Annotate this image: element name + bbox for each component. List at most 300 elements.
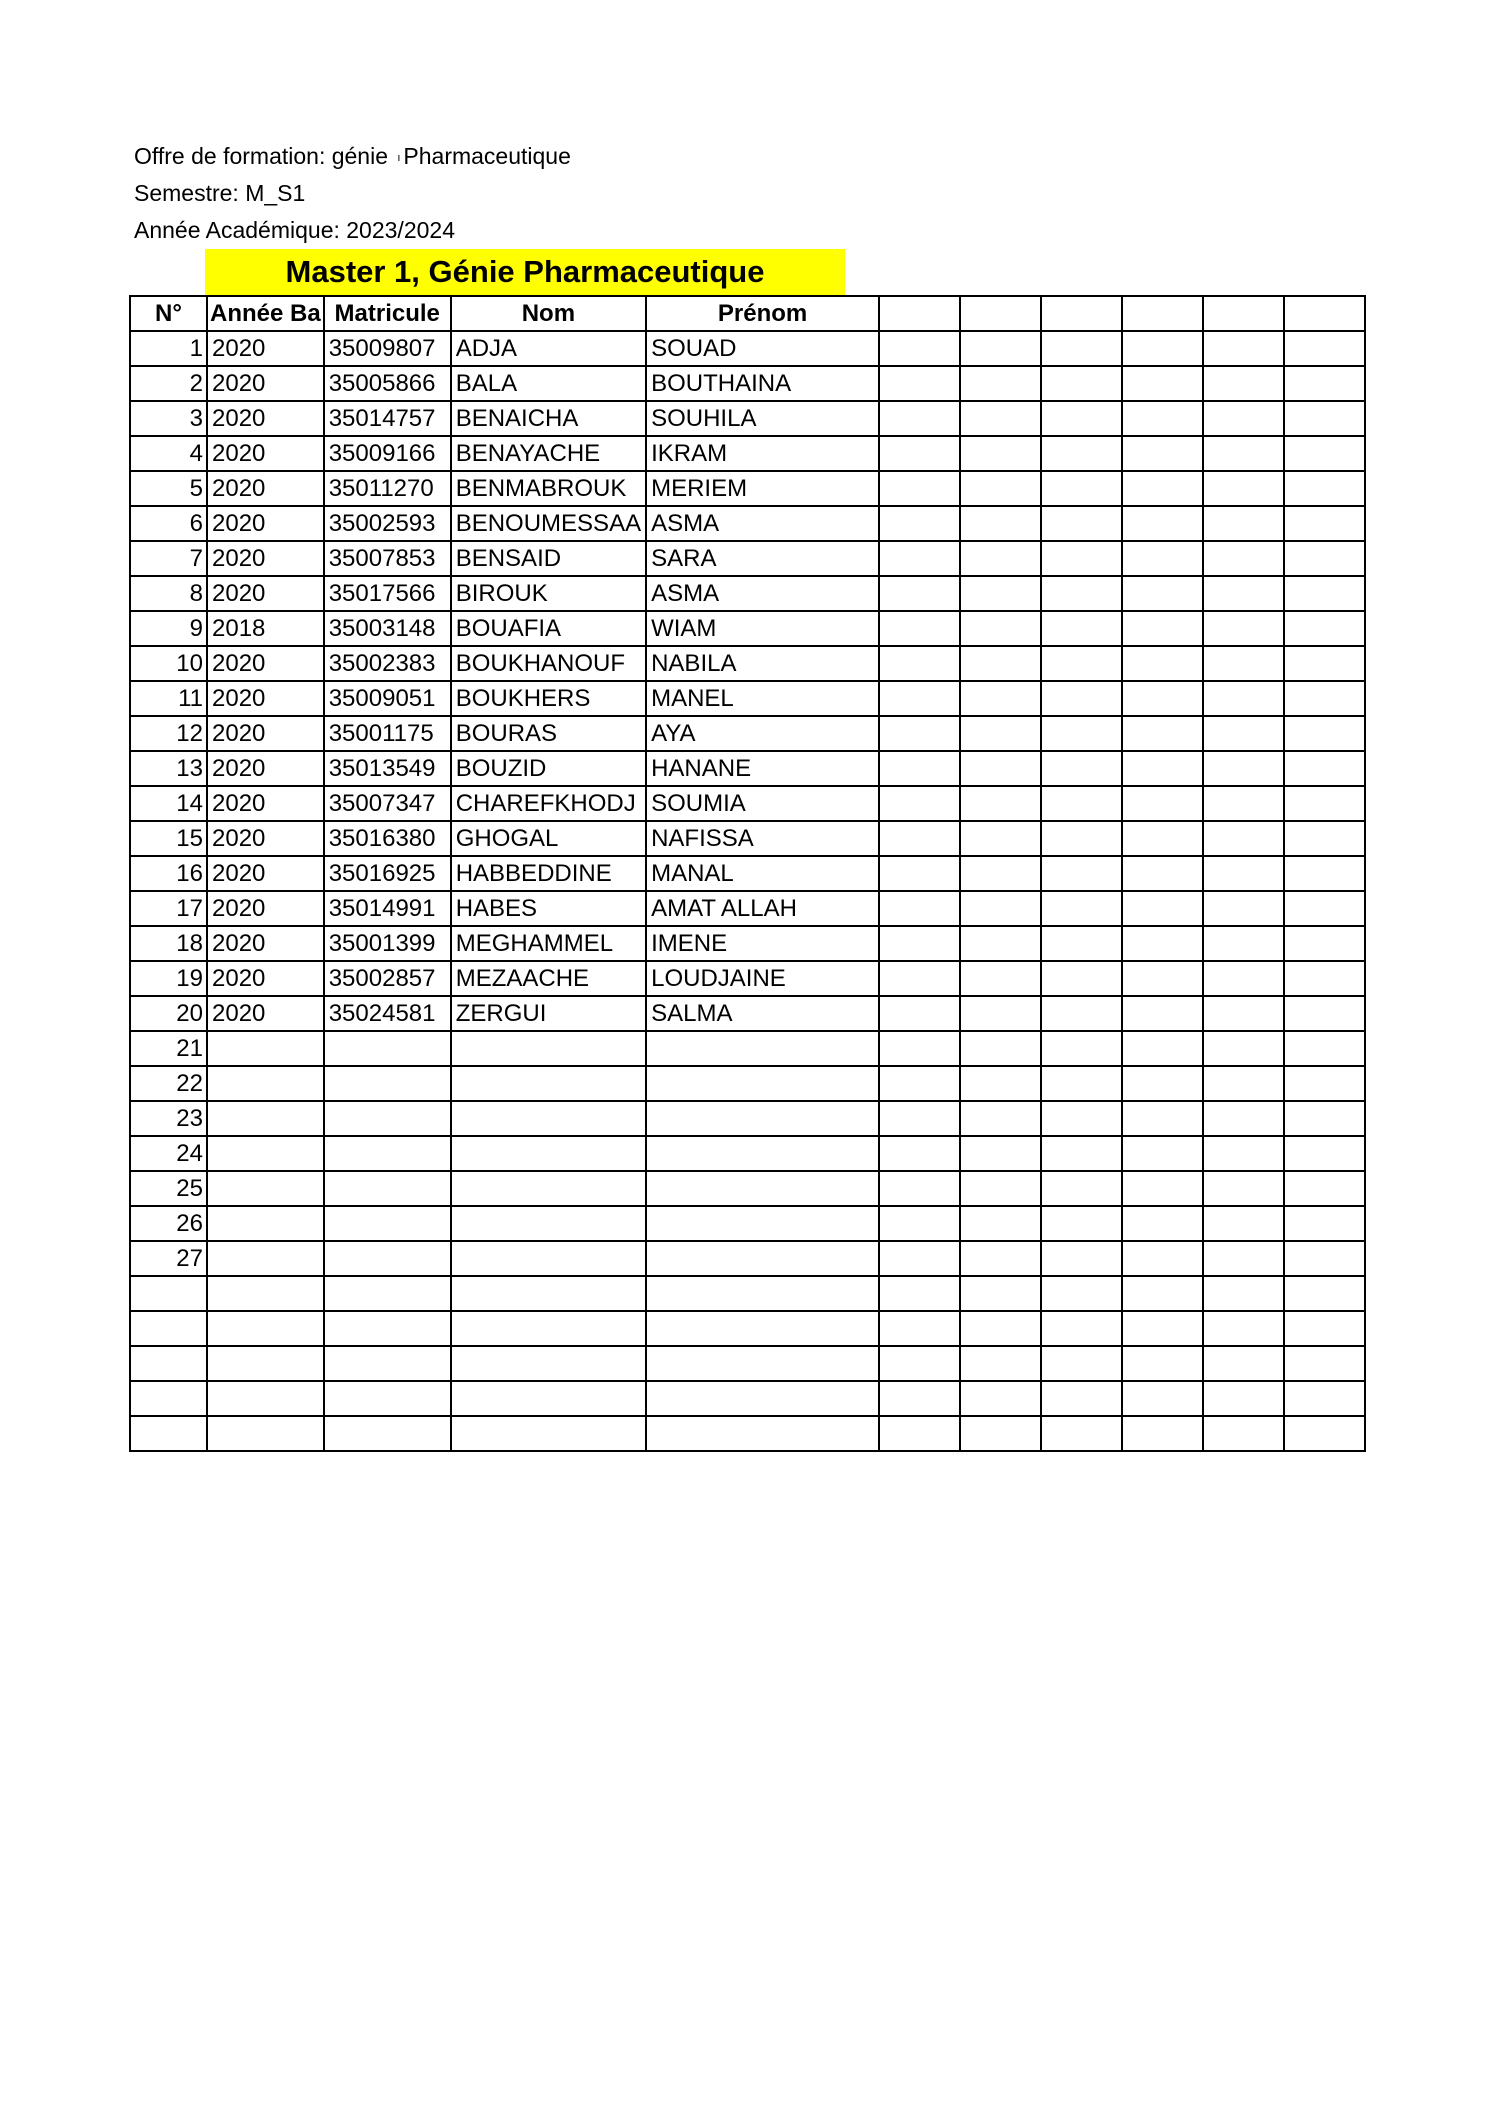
cell-nom [451,1416,646,1451]
cell-extra [1203,506,1284,541]
cell-extra [1203,541,1284,576]
cell-extra [1122,1381,1203,1416]
cell-number: 27 [130,1241,207,1276]
cell-extra [960,401,1041,436]
cell-number: 9 [130,611,207,646]
cell-extra [960,996,1041,1031]
cell-matricule [324,1101,451,1136]
table-row [130,1416,1365,1451]
cell-extra [879,1171,960,1206]
cell-extra [1203,1241,1284,1276]
cell-extra [1041,366,1122,401]
cell-extra [1041,716,1122,751]
cell-extra [960,1031,1041,1066]
cell-annee-bac [207,1346,324,1381]
cell-extra [960,926,1041,961]
cell-number [130,1381,207,1416]
cell-extra [960,506,1041,541]
cell-prenom: SALMA [646,996,879,1031]
cell-prenom [646,1031,879,1066]
cell-extra [1203,821,1284,856]
cell-extra [1041,471,1122,506]
cell-annee-bac [207,1381,324,1416]
student-table [129,295,1366,1452]
cell-extra [1122,331,1203,366]
cell-number: 3 [130,401,207,436]
cell-prenom [646,1241,879,1276]
cell-prenom: NABILA [646,646,879,681]
cell-nom [451,1276,646,1311]
table-row [130,506,1365,541]
cell-annee-bac: 2020 [207,891,324,926]
cell-extra [960,1171,1041,1206]
cell-extra [1041,1276,1122,1311]
formation-label: Offre de formation: génie [134,143,388,169]
table-row [130,961,1365,996]
cell-nom: BOUKHERS [451,681,646,716]
cell-extra [1284,506,1365,541]
cell-extra [960,331,1041,366]
cell-matricule: 35009051 [324,681,451,716]
cell-prenom: ASMA [646,576,879,611]
cell-extra [1122,926,1203,961]
table-row [130,1311,1365,1346]
cell-extra [1203,401,1284,436]
cell-extra [1122,786,1203,821]
cell-extra [960,961,1041,996]
cell-extra [1203,1381,1284,1416]
cell-nom [451,1136,646,1171]
cell-prenom: SOUHILA [646,401,879,436]
table-row [130,821,1365,856]
cell-prenom [646,1066,879,1101]
formation-line [134,142,571,172]
cell-annee-bac [207,1171,324,1206]
cell-nom: BOUZID [451,751,646,786]
cell-extra [960,891,1041,926]
cell-annee-bac: 2020 [207,821,324,856]
table-row [130,541,1365,576]
cell-extra [1122,961,1203,996]
cell-annee-bac: 2020 [207,506,324,541]
cell-number: 21 [130,1031,207,1066]
cell-prenom [646,1346,879,1381]
cell-extra [1284,1066,1365,1101]
cell-extra [960,611,1041,646]
cell-matricule [324,1276,451,1311]
cell-extra [1284,996,1365,1031]
table-row [130,1171,1365,1206]
cell-extra [1203,646,1284,681]
cell-extra [879,576,960,611]
cell-matricule: 35005866 [324,366,451,401]
cell-extra [879,541,960,576]
cell-extra [1203,471,1284,506]
cell-extra [1203,681,1284,716]
cell-extra [1284,1136,1365,1171]
cell-prenom [646,1381,879,1416]
cell-extra [1122,996,1203,1031]
cell-number: 16 [130,856,207,891]
cell-extra [1203,1101,1284,1136]
cell-extra [1041,1346,1122,1381]
cell-matricule: 35013549 [324,751,451,786]
cell-extra [1284,471,1365,506]
cell-extra [960,576,1041,611]
table-row [130,646,1365,681]
cell-extra [1203,1136,1284,1171]
cell-extra [1284,401,1365,436]
cell-extra [1284,926,1365,961]
cell-extra [1284,1241,1365,1276]
cell-number: 23 [130,1101,207,1136]
cell-nom [451,1346,646,1381]
cell-annee-bac: 2020 [207,856,324,891]
header-extra-6 [1284,296,1365,331]
academic-year-line: Année Académique: 2023/2024 [134,217,455,243]
cell-nom: BENOUMESSAA [451,506,646,541]
table-row [130,681,1365,716]
cell-extra [1041,506,1122,541]
cell-prenom: BOUTHAINA [646,366,879,401]
cell-number: 6 [130,506,207,541]
table-row [130,1136,1365,1171]
cell-prenom: IKRAM [646,436,879,471]
cell-number: 22 [130,1066,207,1101]
table-row [130,891,1365,926]
cell-matricule [324,1171,451,1206]
table-row [130,856,1365,891]
cell-extra [879,1136,960,1171]
cell-extra [1122,1101,1203,1136]
table-row [130,471,1365,506]
cell-number: 18 [130,926,207,961]
cell-extra [1203,576,1284,611]
cell-extra [879,856,960,891]
cell-extra [960,1311,1041,1346]
cell-extra [1041,926,1122,961]
cell-extra [1122,856,1203,891]
cell-extra [1041,996,1122,1031]
cell-extra [879,926,960,961]
cell-extra [1041,611,1122,646]
cell-extra [960,1276,1041,1311]
cell-matricule: 35002383 [324,646,451,681]
cell-extra [1203,1031,1284,1066]
table-row [130,926,1365,961]
table-row [130,611,1365,646]
cell-extra [1284,1031,1365,1066]
table-row [130,366,1365,401]
cell-annee-bac: 2020 [207,366,324,401]
header-extra-4 [1122,296,1203,331]
cell-extra [1203,1311,1284,1346]
cell-prenom [646,1206,879,1241]
formation-separator: ı [397,151,401,164]
cell-extra [1041,1066,1122,1101]
cell-extra [879,401,960,436]
cell-extra [1041,401,1122,436]
cell-extra [1122,1066,1203,1101]
cell-extra [879,1311,960,1346]
cell-matricule: 35014991 [324,891,451,926]
header-col-annee-bac: Année Ba [207,296,324,331]
cell-matricule: 35002593 [324,506,451,541]
cell-annee-bac: 2020 [207,541,324,576]
cell-annee-bac: 2020 [207,786,324,821]
cell-extra [1041,1311,1122,1346]
cell-prenom [646,1311,879,1346]
cell-annee-bac [207,1276,324,1311]
cell-prenom: SOUMIA [646,786,879,821]
cell-number: 17 [130,891,207,926]
cell-number: 12 [130,716,207,751]
cell-extra [1122,506,1203,541]
cell-extra [1041,681,1122,716]
cell-annee-bac: 2020 [207,751,324,786]
cell-extra [960,1206,1041,1241]
table-row [130,1346,1365,1381]
cell-extra [1203,1276,1284,1311]
cell-extra [960,821,1041,856]
table-row [130,1066,1365,1101]
cell-extra [1041,1381,1122,1416]
header-col-prenom: Prénom [646,296,879,331]
cell-prenom: HANANE [646,751,879,786]
cell-extra [1203,1171,1284,1206]
cell-annee-bac [207,1136,324,1171]
cell-extra [1041,1031,1122,1066]
header-extra-3 [1041,296,1122,331]
cell-matricule: 35016380 [324,821,451,856]
cell-extra [1203,961,1284,996]
cell-extra [879,1066,960,1101]
cell-nom [451,1066,646,1101]
sheet-title: Master 1, Génie Pharmaceutique [205,249,845,295]
cell-extra [1203,891,1284,926]
cell-annee-bac [207,1241,324,1276]
cell-extra [960,1101,1041,1136]
cell-annee-bac: 2020 [207,716,324,751]
cell-number: 5 [130,471,207,506]
cell-extra [1284,436,1365,471]
cell-nom [451,1381,646,1416]
cell-extra [1203,1346,1284,1381]
cell-number: 25 [130,1171,207,1206]
cell-extra [960,716,1041,751]
cell-extra [879,1206,960,1241]
table-row [130,401,1365,436]
cell-annee-bac [207,1031,324,1066]
cell-extra [1284,751,1365,786]
cell-extra [879,716,960,751]
cell-nom [451,1241,646,1276]
cell-extra [960,1066,1041,1101]
cell-extra [960,1346,1041,1381]
cell-extra [879,1346,960,1381]
cell-number: 15 [130,821,207,856]
header-extra-1 [879,296,960,331]
cell-number: 14 [130,786,207,821]
cell-prenom: SOUAD [646,331,879,366]
cell-extra [1284,366,1365,401]
cell-extra [1041,751,1122,786]
cell-extra [1284,1171,1365,1206]
cell-number [130,1276,207,1311]
cell-extra [960,751,1041,786]
cell-extra [1122,541,1203,576]
cell-prenom: MANEL [646,681,879,716]
cell-extra [1122,401,1203,436]
table-row [130,1101,1365,1136]
cell-extra [1122,1346,1203,1381]
cell-nom: HABES [451,891,646,926]
formation-value: Pharmaceutique [403,143,571,169]
cell-prenom: MANAL [646,856,879,891]
cell-matricule: 35024581 [324,996,451,1031]
cell-prenom [646,1276,879,1311]
cell-extra [1203,1066,1284,1101]
cell-extra [1203,1416,1284,1451]
cell-extra [879,961,960,996]
cell-extra [1122,1031,1203,1066]
cell-matricule [324,1066,451,1101]
cell-extra [1284,716,1365,751]
cell-number: 10 [130,646,207,681]
cell-nom: GHOGAL [451,821,646,856]
cell-extra [1122,576,1203,611]
cell-extra [1041,1171,1122,1206]
cell-nom: BENMABROUK [451,471,646,506]
cell-extra [879,1101,960,1136]
cell-annee-bac: 2020 [207,926,324,961]
table-row [130,1031,1365,1066]
cell-matricule: 35009807 [324,331,451,366]
cell-extra [879,1276,960,1311]
cell-extra [879,366,960,401]
cell-extra [1122,436,1203,471]
cell-number: 1 [130,331,207,366]
cell-extra [960,1381,1041,1416]
cell-matricule: 35014757 [324,401,451,436]
cell-extra [1284,961,1365,996]
cell-number: 13 [130,751,207,786]
cell-extra [1284,821,1365,856]
header-col-number: N° [130,296,207,331]
cell-matricule [324,1346,451,1381]
cell-extra [879,331,960,366]
cell-nom: MEGHAMMEL [451,926,646,961]
cell-matricule [324,1206,451,1241]
table-row [130,716,1365,751]
cell-extra [960,786,1041,821]
cell-number: 26 [130,1206,207,1241]
cell-extra [1122,611,1203,646]
cell-extra [1284,1206,1365,1241]
cell-extra [1041,1206,1122,1241]
cell-extra [960,436,1041,471]
cell-extra [1284,576,1365,611]
cell-matricule: 35016925 [324,856,451,891]
cell-number [130,1311,207,1346]
cell-nom: ZERGUI [451,996,646,1031]
cell-number: 24 [130,1136,207,1171]
cell-extra [1203,436,1284,471]
cell-extra [1122,891,1203,926]
cell-extra [1122,1241,1203,1276]
cell-extra [1122,751,1203,786]
cell-nom: HABBEDDINE [451,856,646,891]
cell-extra [1284,856,1365,891]
cell-extra [960,856,1041,891]
cell-extra [1203,786,1284,821]
cell-matricule: 35003148 [324,611,451,646]
cell-matricule [324,1241,451,1276]
cell-nom [451,1206,646,1241]
cell-prenom: NAFISSA [646,821,879,856]
cell-extra [1122,821,1203,856]
cell-extra [1122,1311,1203,1346]
cell-extra [879,891,960,926]
cell-annee-bac: 2020 [207,401,324,436]
cell-extra [1284,891,1365,926]
cell-extra [960,681,1041,716]
cell-extra [879,681,960,716]
cell-matricule [324,1416,451,1451]
cell-extra [879,436,960,471]
cell-extra [960,471,1041,506]
cell-prenom: AYA [646,716,879,751]
cell-nom: BIROUK [451,576,646,611]
cell-annee-bac [207,1206,324,1241]
cell-extra [1203,1206,1284,1241]
table-row [130,996,1365,1031]
header-col-matricule: Matricule [324,296,451,331]
cell-number: 8 [130,576,207,611]
cell-extra [879,1381,960,1416]
cell-extra [879,751,960,786]
cell-matricule [324,1031,451,1066]
semester-line: Semestre: M_S1 [134,180,306,206]
cell-extra [1122,716,1203,751]
cell-extra [879,996,960,1031]
cell-prenom: MERIEM [646,471,879,506]
cell-extra [960,646,1041,681]
cell-extra [1284,1101,1365,1136]
cell-extra [879,471,960,506]
cell-matricule: 35001175 [324,716,451,751]
cell-extra [1041,1101,1122,1136]
cell-extra [1041,646,1122,681]
cell-nom [451,1171,646,1206]
cell-extra [1041,1136,1122,1171]
header-row [130,296,1365,331]
cell-matricule: 35017566 [324,576,451,611]
cell-nom: BENAICHA [451,401,646,436]
cell-extra [1284,611,1365,646]
cell-number: 20 [130,996,207,1031]
cell-extra [1203,751,1284,786]
cell-nom: BOURAS [451,716,646,751]
cell-matricule: 35007347 [324,786,451,821]
cell-number: 2 [130,366,207,401]
cell-extra [879,1031,960,1066]
cell-extra [879,821,960,856]
cell-matricule: 35002857 [324,961,451,996]
cell-extra [1203,611,1284,646]
cell-annee-bac [207,1416,324,1451]
cell-extra [1284,1346,1365,1381]
